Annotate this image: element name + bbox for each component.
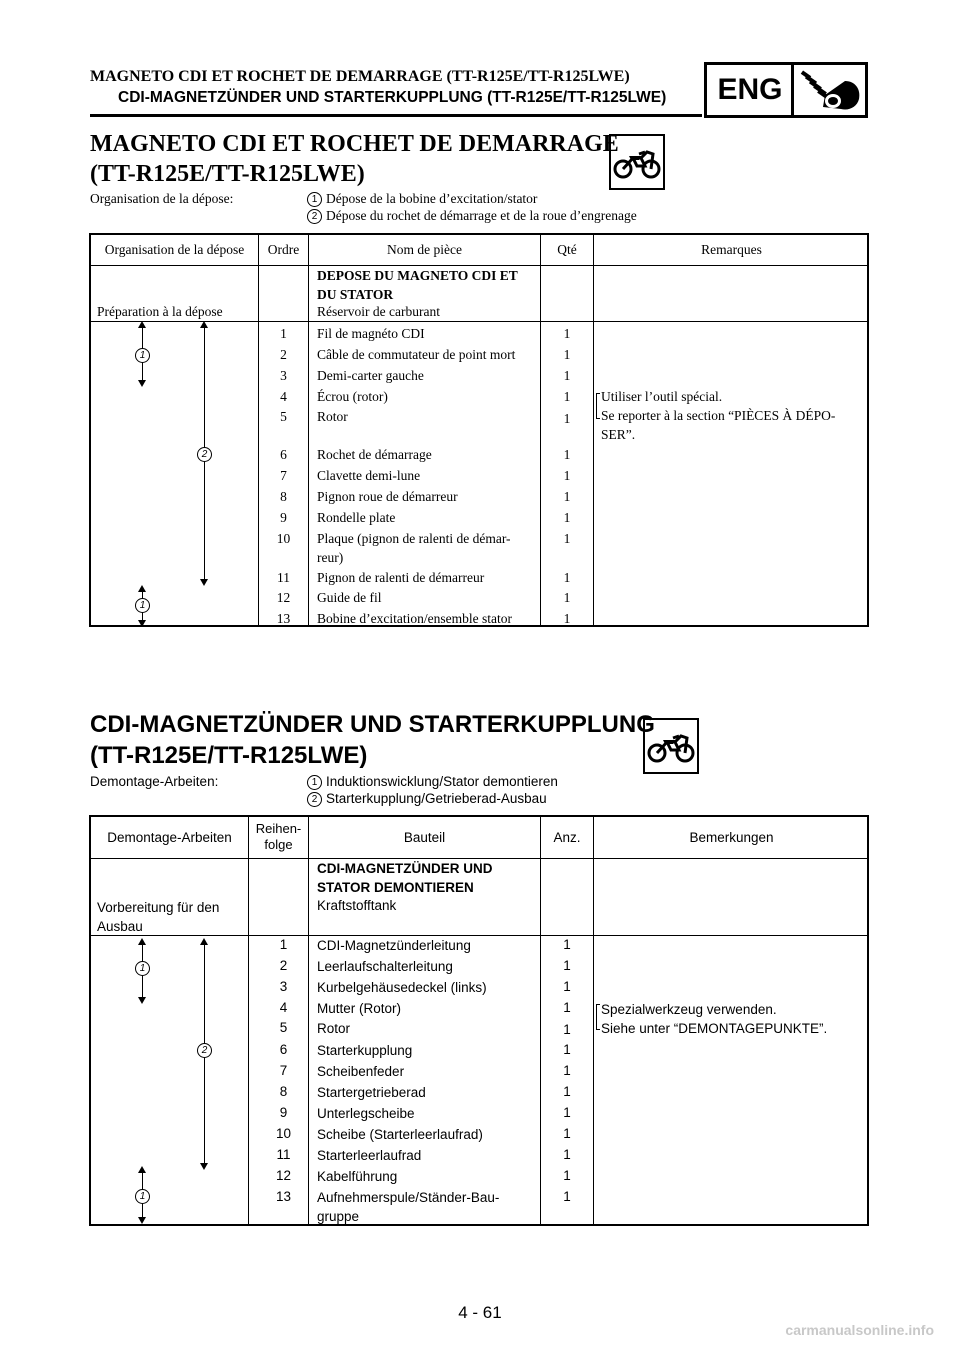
- row-order: 9: [279, 1105, 288, 1120]
- row-part: Rotor: [317, 409, 348, 424]
- section-title-de-line1: CDI-MAGNETZÜNDER UND STARTERKUPPLUNG: [90, 711, 655, 738]
- motorcycle-icon: [643, 718, 699, 774]
- row-part: Rondelle plate: [317, 510, 396, 525]
- row-order: 2: [280, 347, 287, 362]
- col-header: Qté: [557, 242, 577, 257]
- step-marker-1: 1: [135, 348, 150, 363]
- row-order: 9: [280, 510, 287, 525]
- row-part: Starterleerlaufrad: [317, 1148, 422, 1163]
- row-qty: 1: [563, 611, 571, 626]
- col-header: Bemerkungen: [689, 830, 774, 845]
- col-header: Nom de pièce: [387, 242, 462, 257]
- watermark: carmanualsonline.info: [785, 1322, 934, 1338]
- row-order: 12: [275, 1168, 292, 1183]
- row-order: 6: [280, 447, 287, 462]
- section-title-row: CDI-MAGNETZÜNDER UND STATOR DEMONTIEREN: [317, 861, 493, 895]
- row-part: Pignon de ralenti de démarreur: [317, 570, 485, 585]
- step-2-de: [307, 791, 547, 807]
- eng-badge: [704, 62, 868, 118]
- row-part: Bobine d’excitation/ensemble stator: [317, 611, 512, 626]
- remark-2: Siehe unter “DEMONTAGEPUNKTE”.: [601, 1021, 828, 1036]
- row-order: 7: [279, 1063, 288, 1078]
- row-order: 4: [279, 1000, 288, 1015]
- remark-bracket: [596, 1004, 600, 1030]
- row-qty: 1: [563, 570, 571, 585]
- row-qty: 1: [563, 1084, 571, 1099]
- prep-label: Vorbereitung für den Ausbau: [97, 900, 220, 934]
- row-order: 13: [275, 1189, 292, 1204]
- row-order: 1: [280, 326, 287, 341]
- row-part: CDI-Magnetzünderleitung: [317, 938, 471, 953]
- eng-label: ENG: [709, 65, 794, 115]
- row-qty: 1: [563, 1168, 571, 1183]
- step-marker-1: 1: [135, 598, 150, 613]
- step-2-fr: [307, 208, 637, 224]
- row-order: 13: [276, 611, 291, 626]
- row-qty: 1: [563, 1042, 571, 1057]
- row-part: Kurbelgehäusedeckel (links): [317, 980, 487, 995]
- row-qty: 1: [563, 368, 571, 383]
- row-order: 5: [279, 1020, 288, 1035]
- row-part: Plaque (pignon de ralenti de démar-reur): [317, 531, 511, 565]
- section-title-de-line2: (TT-R125E/TT-R125LWE): [90, 742, 368, 769]
- header-title-fr: MAGNETO CDI ET ROCHET DE DEMARRAGE (TT-R125E/TT-R125LWE): [90, 68, 630, 85]
- row-part: Rotor: [317, 1021, 351, 1036]
- row-qty: 1: [563, 411, 571, 426]
- row-part: Kabelführung: [317, 1169, 398, 1184]
- row-part: Clavette demi-lune: [317, 468, 421, 483]
- row-part: Rochet de démarrage: [317, 447, 432, 462]
- col-header: Organisation de la dépose: [104, 242, 245, 257]
- remark-1: Spezialwerkzeug verwenden.: [601, 1002, 777, 1017]
- row-part: Mutter (Rotor): [317, 1001, 402, 1016]
- row-qty: 1: [563, 1105, 571, 1120]
- row-qty: 1: [563, 1126, 571, 1141]
- row-qty: 1: [563, 1000, 571, 1015]
- step-marker-1: 1: [135, 961, 150, 976]
- row-order: 3: [279, 979, 288, 994]
- step-1-fr: [307, 191, 537, 207]
- row-qty: 1: [563, 1022, 571, 1037]
- prep-part: Kraftstofftank: [317, 898, 397, 913]
- step-1-marker: 1: [307, 192, 322, 207]
- row-part: Pignon roue de démarreur: [317, 489, 458, 504]
- step-marker-2: 2: [197, 1043, 212, 1058]
- row-qty: 1: [563, 531, 571, 546]
- col-header: Reihen-folge: [255, 821, 302, 852]
- motorcycle-icon: [609, 134, 665, 190]
- row-order: 10: [275, 1126, 292, 1141]
- step-1-text: Induktionswicklung/Stator demontieren: [326, 774, 558, 789]
- row-qty: 1: [563, 510, 571, 525]
- row-qty: 1: [563, 979, 571, 994]
- row-part: Unterlegscheibe: [317, 1106, 415, 1121]
- table-de: [89, 815, 869, 1226]
- row-order: 5: [280, 409, 287, 424]
- row-qty: 1: [563, 489, 571, 504]
- prep-label: Préparation à la dépose: [97, 304, 223, 319]
- step-1-marker: 1: [307, 775, 322, 790]
- row-qty: 1: [563, 1147, 571, 1162]
- row-order: 1: [279, 937, 288, 952]
- row-order: 12: [276, 590, 291, 605]
- step-1-text: Dépose de la bobine d’excitation/stator: [326, 191, 538, 206]
- row-qty: 1: [563, 447, 571, 462]
- row-qty: 1: [563, 1063, 571, 1078]
- row-qty: 1: [563, 1189, 571, 1204]
- row-part: Câble de commutateur de point mort: [317, 347, 516, 362]
- step-2-text: Dépose du rochet de démarrage et de la roue d’engrenage: [326, 208, 637, 223]
- row-order: 11: [277, 570, 290, 585]
- row-order: 10: [276, 531, 291, 546]
- remark-2: Se reporter à la section “PIÈCES À DÉPO-SER”.: [601, 408, 836, 442]
- row-order: 4: [280, 389, 287, 404]
- engine-spring-icon: [795, 67, 865, 115]
- section-title-row: DEPOSE DU MAGNETO CDI ET DU STATOR: [317, 268, 518, 302]
- step-2-text: Starterkupplung/Getrieberad-Ausbau: [326, 791, 547, 806]
- prep-part: Réservoir de carburant: [317, 304, 440, 319]
- row-part: Demi-carter gauche: [317, 368, 424, 383]
- header-rule: [90, 114, 702, 117]
- header-title-de: CDI-MAGNETZÜNDER UND STARTERKUPPLUNG (TT-R125E/TT-R125LWE): [118, 89, 667, 106]
- col-header: Bauteil: [403, 830, 446, 845]
- col-header: Demontage-Arbeiten: [107, 830, 232, 845]
- row-order: 7: [280, 468, 287, 483]
- row-part: Aufnehmerspule/Ständer-Bau-gruppe: [317, 1190, 500, 1224]
- row-order: 2: [279, 958, 288, 973]
- step-marker-1: 1: [135, 1189, 150, 1204]
- step-marker-2: 2: [197, 447, 212, 462]
- section-title-fr-line2: (TT-R125E/TT-R125LWE): [90, 161, 365, 187]
- col-header: Remarques: [701, 242, 762, 257]
- page-number: 4 - 61: [458, 1303, 502, 1322]
- col-header: Ordre: [267, 242, 300, 257]
- row-order: 8: [280, 489, 287, 504]
- col-header: Anz.: [553, 830, 581, 845]
- step-1-de: [307, 774, 558, 790]
- section-title-fr-line1: MAGNETO CDI ET ROCHET DE DEMARRAGE: [90, 131, 619, 157]
- row-qty: 1: [563, 468, 571, 483]
- row-part: Scheibenfeder: [317, 1064, 405, 1079]
- row-order: 11: [276, 1147, 291, 1162]
- row-order: 3: [280, 368, 287, 383]
- row-qty: 1: [563, 389, 571, 404]
- row-qty: 1: [563, 326, 571, 341]
- row-qty: 1: [563, 590, 571, 605]
- row-part: Leerlaufschalterleitung: [317, 959, 453, 974]
- row-part: Starterkupplung: [317, 1043, 413, 1058]
- step-2-marker: 2: [307, 792, 322, 807]
- step-2-marker: 2: [307, 209, 322, 224]
- row-part: Startergetrieberad: [317, 1085, 426, 1100]
- row-order: 8: [279, 1084, 288, 1099]
- row-qty: 1: [563, 958, 571, 973]
- row-qty: 1: [563, 347, 571, 362]
- org-label-de: Demontage-Arbeiten:: [90, 774, 219, 789]
- remark-1: Utiliser l’outil spécial.: [601, 389, 723, 404]
- table-fr: [89, 233, 869, 627]
- remark-bracket: [596, 393, 600, 419]
- row-part: Scheibe (Starterleerlaufrad): [317, 1127, 483, 1142]
- row-part: Fil de magnéto CDI: [317, 326, 425, 341]
- org-label-fr: Organisation de la dépose:: [90, 191, 234, 206]
- row-part: Écrou (rotor): [317, 389, 388, 404]
- row-order: 6: [279, 1042, 288, 1057]
- row-part: Guide de fil: [317, 590, 382, 605]
- row-qty: 1: [563, 937, 571, 952]
